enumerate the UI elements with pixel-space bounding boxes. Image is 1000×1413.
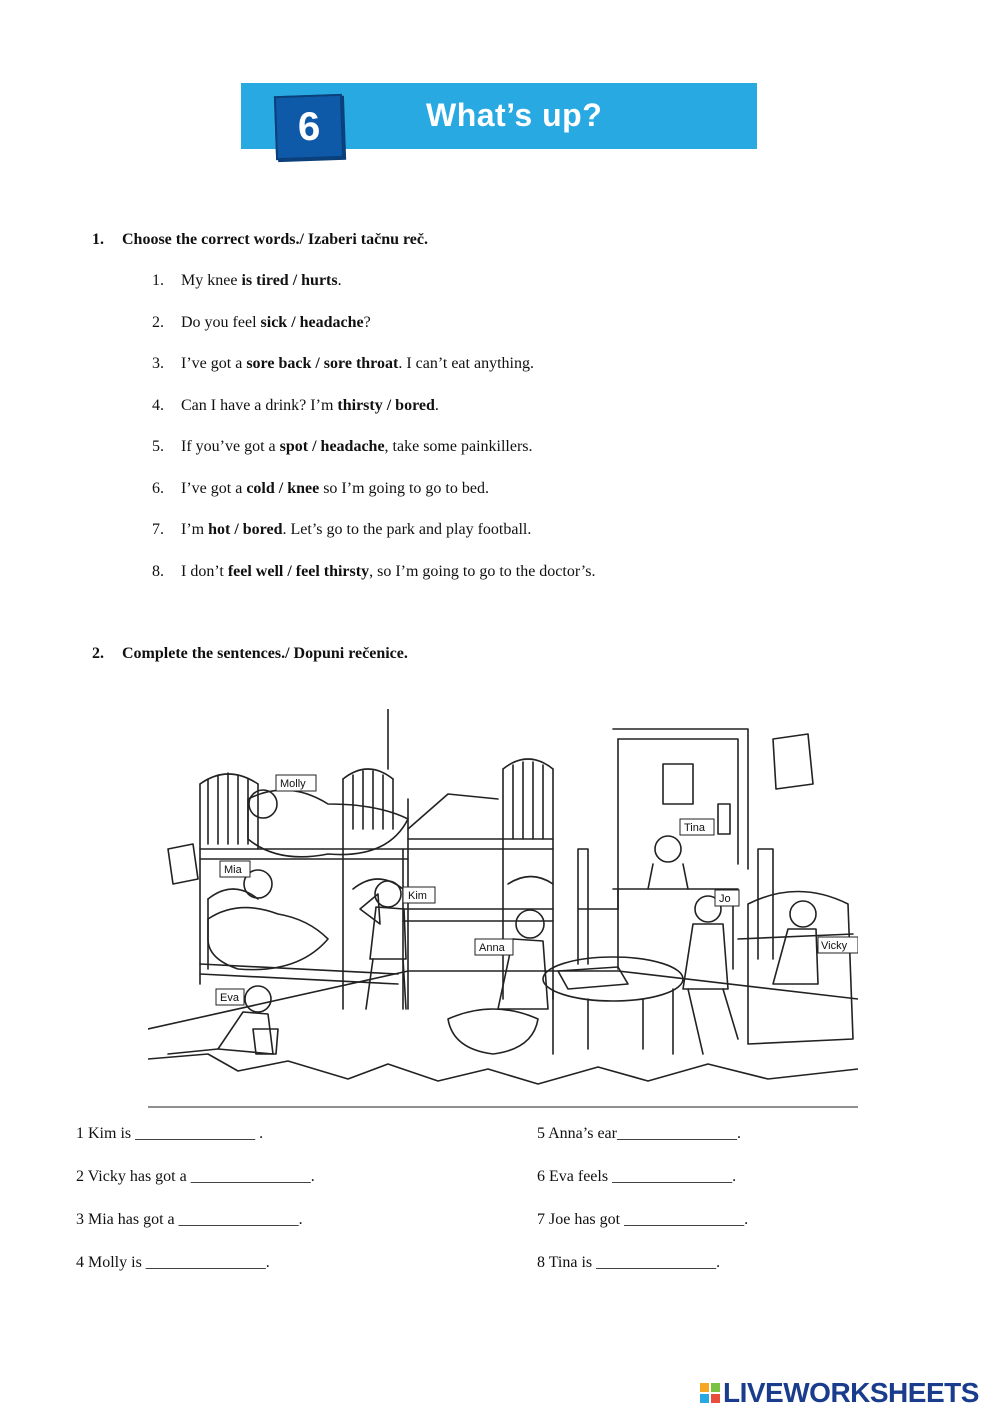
exercise-2-title: Complete the sentences./ Dopuni rečenice. [122, 645, 408, 662]
item-text-before: Do you feel [181, 313, 261, 331]
item-options[interactable]: sore back / sore throat [246, 355, 399, 372]
item-number: 8. [152, 562, 164, 580]
chair [578, 849, 618, 964]
exercise-1-item[interactable] [152, 355, 534, 373]
item-text-after: , so I’m going to go to the doctor’s. [369, 562, 596, 580]
item-text-before: I’m [181, 521, 209, 538]
item-text-after: ? [363, 313, 371, 331]
vicky-head [790, 901, 816, 927]
anna-head [516, 910, 544, 938]
poster-left [168, 844, 198, 884]
item-text-after: . [337, 272, 342, 289]
answer-2[interactable]: 2 Vicky has got a _______________. [76, 1168, 315, 1185]
exercise-1-item[interactable] [152, 438, 533, 456]
answer-5[interactable]: 5 Anna’s ear_______________. [537, 1125, 741, 1142]
exercise-1-title: Choose the correct words./ Izaberi tačnu reč. [122, 231, 428, 248]
label-mia: Mia [224, 864, 242, 876]
molly-head [249, 790, 277, 818]
item-number: 2. [152, 313, 164, 331]
exercise-1-number: 1. [92, 231, 104, 248]
item-options[interactable]: spot / headache [279, 438, 385, 455]
poster-right [773, 734, 813, 789]
cushion [448, 1009, 538, 1054]
exercise-2-heading [92, 645, 408, 663]
logo-icon [700, 1383, 720, 1403]
answer-3[interactable]: 3 Mia has got a _______________. [76, 1211, 303, 1228]
item-text-after: . [434, 396, 439, 414]
item-text-before: If you’ve got a [181, 438, 280, 455]
molly-blanket [248, 790, 408, 857]
item-number: 1. [152, 272, 164, 289]
exercise-1-item[interactable] [152, 272, 342, 290]
tina-head [655, 836, 681, 862]
exercise-1-item[interactable] [152, 521, 531, 539]
label-molly: Molly [280, 778, 306, 790]
answer-1[interactable]: 1 Kim is _______________ . [76, 1125, 264, 1142]
item-options[interactable]: thirsty / bored [337, 396, 435, 414]
exercise-1-item[interactable] [152, 480, 489, 498]
kim-fan [360, 894, 380, 924]
label-anna: Anna [479, 942, 505, 954]
mia-blanket [208, 908, 328, 970]
exercise-2-number: 2. [92, 645, 104, 662]
item-options[interactable]: is tired / hurts [241, 272, 338, 289]
round-table [543, 957, 683, 1001]
item-text-after: . Let’s go to the park and play football. [282, 521, 532, 538]
dormitory-illustration [148, 709, 858, 1109]
item-options[interactable]: cold / knee [246, 479, 320, 497]
item-text-before: Can I have a drink? I’m [181, 396, 338, 414]
armchair [748, 892, 853, 1045]
label-tina: Tina [684, 822, 705, 834]
answer-8[interactable]: 8 Tina is _______________. [537, 1254, 721, 1271]
item-number: 6. [152, 479, 164, 497]
item-number: 3. [152, 355, 164, 372]
unit-number: 6 [274, 94, 344, 160]
liveworksheets-logo [700, 1376, 979, 1410]
exercise-1-item[interactable] [152, 563, 595, 581]
item-number: 5. [152, 438, 164, 455]
logo-text: LIVEWORKSHEETS [723, 1377, 979, 1408]
exercise-1-item[interactable] [152, 397, 439, 415]
item-number: 7. [152, 521, 164, 538]
answer-7[interactable]: 7 Joe has got _______________. [537, 1211, 749, 1228]
item-text-before: I’ve got a [181, 355, 247, 372]
item-text-before: I don’t [181, 562, 228, 580]
item-options[interactable]: feel well / feel thirsty [227, 562, 370, 580]
eva-head [245, 986, 271, 1012]
exercise-1-heading [92, 231, 428, 249]
item-text-after: , take some painkillers. [384, 438, 533, 455]
unit-banner [241, 83, 757, 149]
page-title: What’s up? [426, 97, 603, 133]
item-text-before: I’ve got a [181, 479, 247, 497]
floor-edge [148, 1054, 858, 1084]
item-options[interactable]: sick / headache [260, 313, 364, 331]
item-text-after: so I’m going to go to bed. [319, 479, 489, 497]
exercise-1-item[interactable] [152, 314, 371, 332]
item-text-before: My knee [181, 272, 242, 289]
label-kim: Kim [408, 890, 427, 902]
item-text-after: . I can’t eat anything. [398, 355, 534, 372]
label-eva: Eva [220, 992, 239, 1004]
label-vicky: Vicky [821, 940, 848, 952]
bucket [253, 1029, 278, 1054]
answer-6[interactable]: 6 Eva feels _______________. [537, 1168, 737, 1185]
answer-4[interactable]: 4 Molly is _______________. [76, 1254, 270, 1271]
item-options[interactable]: hot / bored [208, 521, 283, 538]
item-number: 4. [152, 396, 164, 414]
label-jo: Jo [719, 893, 731, 905]
